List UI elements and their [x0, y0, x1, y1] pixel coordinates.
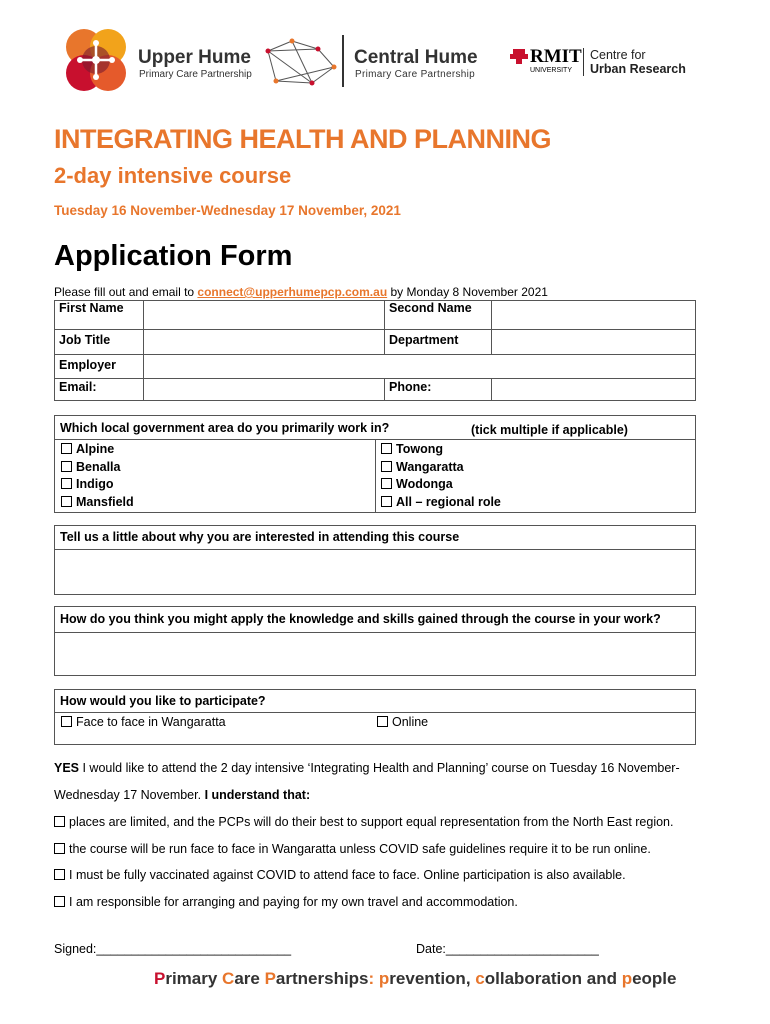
apply-section [54, 606, 696, 676]
lga-right-list [381, 441, 501, 511]
participate-question-row [55, 690, 695, 713]
condition-text: the course will be run face to face in Wangaratta unless COVID safe guidelines require it to be run online. [69, 842, 651, 856]
rmit-centre-line2: Urban Research [590, 62, 686, 76]
lga-option-label: Benalla [76, 459, 121, 474]
page-title: INTEGRATING HEALTH AND PLANNING [54, 124, 551, 154]
participate-option-face-to-face[interactable] [61, 715, 226, 729]
employer-label: Employer [55, 355, 144, 379]
condition-item[interactable] [54, 815, 674, 829]
phone-label: Phone: [385, 379, 492, 401]
checkbox-icon[interactable] [54, 816, 65, 827]
rmit-divider [583, 48, 584, 76]
participate-question: How would you like to participate? [60, 694, 266, 708]
checkbox-icon[interactable] [377, 716, 388, 727]
participate-section [54, 689, 696, 745]
rmit-logo [510, 46, 710, 86]
email-label: Email: [55, 379, 144, 401]
contact-email-link[interactable]: connect@upperhumepcp.com.au [197, 285, 388, 299]
footer-letter: P [264, 969, 276, 988]
lga-option-label: All – regional role [396, 494, 501, 509]
job-title-label: Job Title [55, 330, 144, 355]
central-hume-sub: Primary Care Partnership [355, 69, 476, 80]
interest-question-row [55, 526, 695, 550]
checkbox-icon[interactable] [61, 478, 72, 489]
apply-question-row [55, 607, 695, 633]
footer-word: revention, [389, 969, 476, 988]
apply-question: How do you think you might apply the knowledge and skills gained through the course in your work? [60, 612, 661, 626]
rmit-centre-line1: Centre for [590, 48, 646, 62]
checkbox-icon[interactable] [61, 496, 72, 507]
central-hume-network-icon [262, 37, 340, 89]
lga-option-label: Towong [396, 442, 443, 456]
checkbox-icon[interactable] [54, 896, 65, 907]
lga-option-label: Mansfield [76, 494, 134, 509]
checkbox-icon[interactable] [381, 478, 392, 489]
checkbox-icon[interactable] [61, 716, 72, 727]
upper-hume-sub: Primary Care Partnership [139, 69, 252, 80]
lga-hint: (tick multiple if applicable) [471, 423, 628, 437]
lga-question-row [55, 416, 695, 440]
lga-option-label: Wangaratta [396, 459, 464, 474]
declaration-yes: YES [54, 761, 80, 775]
lga-option-mansfield[interactable] [61, 494, 134, 512]
job-title-field[interactable] [144, 330, 385, 355]
declaration-line1 [54, 761, 680, 775]
lga-left-list [61, 441, 134, 511]
footer-colon: : [368, 969, 379, 988]
condition-item[interactable] [54, 868, 626, 882]
lga-option-towong[interactable] [381, 441, 501, 459]
lga-option-wangaratta[interactable] [381, 459, 501, 477]
intro-text [54, 285, 548, 299]
footer-tagline [154, 969, 676, 989]
rmit-pixel-icon [510, 49, 528, 65]
footer-letter: c [475, 969, 485, 988]
signature-line[interactable]: Signed:____________________________ [54, 942, 292, 956]
intro-before: Please fill out and email to [54, 285, 198, 299]
footer-word: are [234, 969, 265, 988]
second-name-label: Second Name [385, 301, 492, 330]
lga-option-alpine[interactable] [61, 441, 134, 459]
condition-item[interactable] [54, 842, 651, 856]
central-hume-logo [262, 35, 482, 95]
checkbox-icon[interactable] [61, 461, 72, 472]
interest-section [54, 525, 696, 595]
declaration-understand: I understand that: [204, 788, 311, 802]
lga-option-label: Indigo [76, 477, 114, 491]
lga-question: Which local government area do you primarily work in? [60, 421, 390, 435]
lga-option-wodonga[interactable] [381, 476, 501, 494]
declaration-text2: Wednesday 17 November. [54, 788, 205, 802]
form-heading: Application Form [54, 240, 293, 272]
second-name-field[interactable] [492, 301, 696, 330]
page-subtitle: 2-day intensive course [54, 163, 292, 188]
details-table [54, 300, 696, 401]
lga-section [54, 415, 696, 513]
condition-text: I am responsible for arranging and paying for my own travel and accommodation. [69, 895, 518, 909]
interest-question: Tell us a little about why you are interested in attending this course [60, 530, 460, 544]
course-dates: Tuesday 16 November-Wednesday 17 November, 2021 [54, 203, 401, 218]
footer-letter: p [378, 969, 390, 988]
declaration-text1: I would like to attend the 2 day intensive ‘Integrating Health and Planning’ course on Tuesday 16 November- [79, 761, 680, 775]
participate-option-label: Online [392, 715, 429, 729]
participate-option-online[interactable] [377, 715, 428, 729]
central-hume-name: Central Hume [354, 47, 478, 68]
condition-item[interactable] [54, 895, 518, 909]
checkbox-icon[interactable] [381, 461, 392, 472]
central-hume-divider [342, 35, 344, 87]
lga-option-all-regional[interactable] [381, 494, 501, 512]
upper-hume-logo [60, 25, 250, 97]
first-name-field[interactable] [144, 301, 385, 330]
lga-option-label: Alpine [76, 442, 115, 456]
rmit-name: RMIT [530, 46, 582, 67]
footer-letter: C [222, 969, 235, 988]
condition-text: places are limited, and the PCPs will do their best to support equal representation from the North East region. [69, 815, 674, 829]
footer-word: artnerships [275, 969, 369, 988]
lga-option-indigo[interactable] [61, 476, 134, 494]
checkbox-icon[interactable] [54, 869, 65, 880]
checkbox-icon[interactable] [381, 443, 392, 454]
checkbox-icon[interactable] [54, 843, 65, 854]
department-label: Department [385, 330, 492, 355]
lga-divider [375, 439, 376, 512]
participate-option-label: Face to face in Wangaratta [76, 715, 226, 729]
footer-word: rimary [165, 969, 223, 988]
first-name-label: First Name [55, 301, 144, 330]
footer-letter: p [621, 969, 633, 988]
upper-hume-name: Upper Hume [138, 47, 251, 68]
phone-field[interactable] [492, 379, 696, 401]
upper-hume-emblem-icon [60, 25, 132, 97]
employer-field[interactable] [144, 355, 696, 379]
footer-word: ollaboration and [484, 969, 622, 988]
date-line[interactable]: Date:______________________ [416, 942, 599, 956]
footer-word: eople [632, 969, 677, 988]
footer-letter: P [154, 969, 166, 988]
declaration-line2 [54, 788, 310, 802]
condition-text: I must be fully vaccinated against COVID to attend face to face. Online participation is also available. [69, 868, 626, 882]
department-field[interactable] [492, 330, 696, 355]
intro-after: by Monday 8 November 2021 [387, 285, 548, 299]
lga-option-label: Wodonga [396, 477, 453, 491]
email-field[interactable] [144, 379, 385, 401]
lga-option-benalla[interactable] [61, 459, 134, 477]
rmit-sub: UNIVERSITY [530, 67, 573, 74]
checkbox-icon[interactable] [61, 443, 72, 454]
interest-answer-field[interactable] [55, 550, 695, 594]
checkbox-icon[interactable] [381, 496, 392, 507]
apply-answer-field[interactable] [55, 633, 695, 675]
